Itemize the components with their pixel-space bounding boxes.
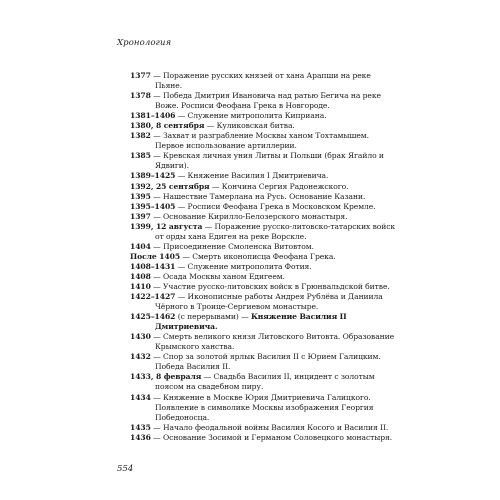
entry-dash: — <box>150 352 164 362</box>
entry-dash: — <box>150 432 164 442</box>
entry-text: Поражение русско-литовско-татарских войск от орды хана Едигея на реке Ворскле. <box>155 221 396 241</box>
entry-dash: — <box>175 171 188 181</box>
entry-text: Начало феодальной войны Василия Косого и Василия II. <box>163 422 389 432</box>
entry-dash: — <box>175 111 188 121</box>
chronology-entry <box>130 282 400 292</box>
entry-date: 1408–1431 <box>130 261 176 271</box>
chronology-entry <box>130 292 400 312</box>
entry-date: 1395 <box>130 191 151 201</box>
chronology-entry <box>130 121 400 131</box>
chronology-entry <box>130 272 400 282</box>
entry-date: 1432 <box>130 352 151 362</box>
entry-date: 1425–1462 <box>130 312 176 322</box>
entry-date: 1404 <box>130 241 151 251</box>
entry-text: Княжение Василия I Дмитриевича. <box>187 171 329 181</box>
entry-text: Поражение русских князей от хана Арапши на реке Пьяне. <box>155 71 371 91</box>
entry-dash: — <box>150 211 164 221</box>
entry-text: Нашествие Тамерлана на Русь. Основание Казани. <box>163 191 366 201</box>
entry-dash: — <box>150 241 164 251</box>
entry-text: Участие русско-литовских войск в Грюнвальдской битве. <box>163 281 390 291</box>
entry-text: Спор за золотой ярлык Василия II с Юрием Галицким. Победа Василия II. <box>155 352 381 372</box>
chronology-entry <box>130 242 400 252</box>
chronology-entry <box>130 212 400 222</box>
entry-dash: — <box>175 261 188 271</box>
entry-text: Смерть великого князя Литовского Витовта. Образование Крымского ханства. <box>155 332 395 352</box>
entry-date: 1430 <box>130 332 151 342</box>
chronology-entry <box>130 131 400 151</box>
entry-dash: — <box>150 71 164 80</box>
entry-date-note: (с перерывами) <box>175 312 239 322</box>
chronology-entry <box>130 171 400 181</box>
entry-date: 1395–1405 <box>130 201 176 211</box>
chronology-entry <box>130 111 400 121</box>
entry-dash: — <box>150 131 164 141</box>
chronology-list <box>130 71 400 443</box>
entry-date: После 1405 <box>130 251 181 261</box>
entry-dash: — <box>150 191 164 201</box>
entry-date: 1399, 12 августа <box>130 221 203 231</box>
entry-dash: — <box>201 372 214 382</box>
entry-date: 1377 <box>130 71 151 80</box>
entry-text: Основание Зосимой и Германом Соловецкого монастыря. <box>163 432 393 442</box>
entry-date: 1389–1425 <box>130 171 176 181</box>
entry-dash: — <box>150 91 164 101</box>
entry-date: 1408 <box>130 271 151 281</box>
entry-dash: — <box>238 312 251 322</box>
entry-date: 1385 <box>130 151 151 161</box>
running-header: Хронология <box>117 38 172 48</box>
entry-dash: — <box>180 251 193 261</box>
entry-text: Куликовская битва. <box>216 121 295 131</box>
entry-dash: — <box>150 151 164 161</box>
entry-date: 1380, 8 сентября <box>130 121 205 131</box>
entry-dash: — <box>150 332 164 342</box>
chronology-entry <box>130 192 400 202</box>
entry-date: 1392, 25 сентября <box>130 181 210 191</box>
entry-text: Захват и разграбление Москвы ханом Тохтамышем. Первое использование артиллерии. <box>155 131 369 151</box>
entry-text: Осада Москвы ханом Едигеем. <box>163 271 285 281</box>
entry-text: Свадьба Василия II, инцидент с золотым поясом на свадебном пиру. <box>155 372 375 392</box>
entry-date: 1436 <box>130 432 151 442</box>
page-number: 554 <box>117 464 134 474</box>
chronology-entry <box>130 372 400 392</box>
entry-text: Победа Дмитрия Ивановича над ратью Бегича на реке Воже. Росписи Феофана Грека в Новгороде. <box>155 91 381 111</box>
entry-dash: — <box>209 181 222 191</box>
entry-text: Росписи Феофана Грека в Московском Кремле. <box>187 201 376 211</box>
entry-date: 1381–1406 <box>130 111 176 121</box>
entry-dash: — <box>150 271 164 281</box>
chronology-entry <box>130 71 400 91</box>
entry-text: Кончина Сергия Радонежского. <box>221 181 349 191</box>
entry-date: 1433, 8 февраля <box>130 372 202 382</box>
entry-text: Княжение Василия II Дмитриевича. <box>155 312 347 332</box>
entry-text: Смерть иконописца Феофана Грека. <box>192 251 336 261</box>
entry-date: 1422–1427 <box>130 292 176 302</box>
chronology-entry <box>130 262 400 272</box>
entry-text: Кревская личная уния Литвы и Польши (брак Ягайло и Ядвиги). <box>155 151 384 171</box>
chronology-entry <box>130 332 400 352</box>
chronology-entry <box>130 202 400 212</box>
entry-text: Основание Кирилло-Белозерского монастыря. <box>163 211 348 221</box>
entry-text: Присоединение Смоленска Витовтом. <box>163 241 314 251</box>
chronology-entry <box>130 91 400 111</box>
chronology-entry <box>130 182 400 192</box>
entry-text: Служение митрополита Фотия. <box>187 261 312 271</box>
entry-text: Княжение в Москве Юрия Дмитриевича Галицкого. Появление в символике Москвы изображения Георгия Победоносца. <box>155 392 374 422</box>
entry-date: 1410 <box>130 281 151 291</box>
chronology-entry <box>130 222 400 242</box>
entry-dash: — <box>150 281 164 291</box>
chronology-entry <box>130 151 400 171</box>
chronology-entry <box>130 423 400 433</box>
entry-date: 1382 <box>130 131 151 141</box>
entry-dash: — <box>150 392 164 402</box>
chronology-entry <box>130 312 400 332</box>
entry-dash: — <box>175 292 188 302</box>
entry-dash: — <box>204 121 217 131</box>
entry-date: 1434 <box>130 392 151 402</box>
chronology-entry <box>130 393 400 423</box>
entry-dash: — <box>202 221 215 231</box>
entry-date: 1435 <box>130 422 151 432</box>
entry-date: 1378 <box>130 91 151 101</box>
chronology-entry <box>130 433 400 443</box>
entry-dash: — <box>150 422 164 432</box>
entry-date: 1397 <box>130 211 151 221</box>
chronology-entry <box>130 352 400 372</box>
entry-dash: — <box>175 201 188 211</box>
entry-text: Иконописные работы Андрея Рублёва и Даниила Чёрного в Троице-Сергиевом монастыре. <box>155 292 383 312</box>
chronology-entry <box>130 252 400 262</box>
entry-text: Служение митрополита Киприана. <box>187 111 327 121</box>
